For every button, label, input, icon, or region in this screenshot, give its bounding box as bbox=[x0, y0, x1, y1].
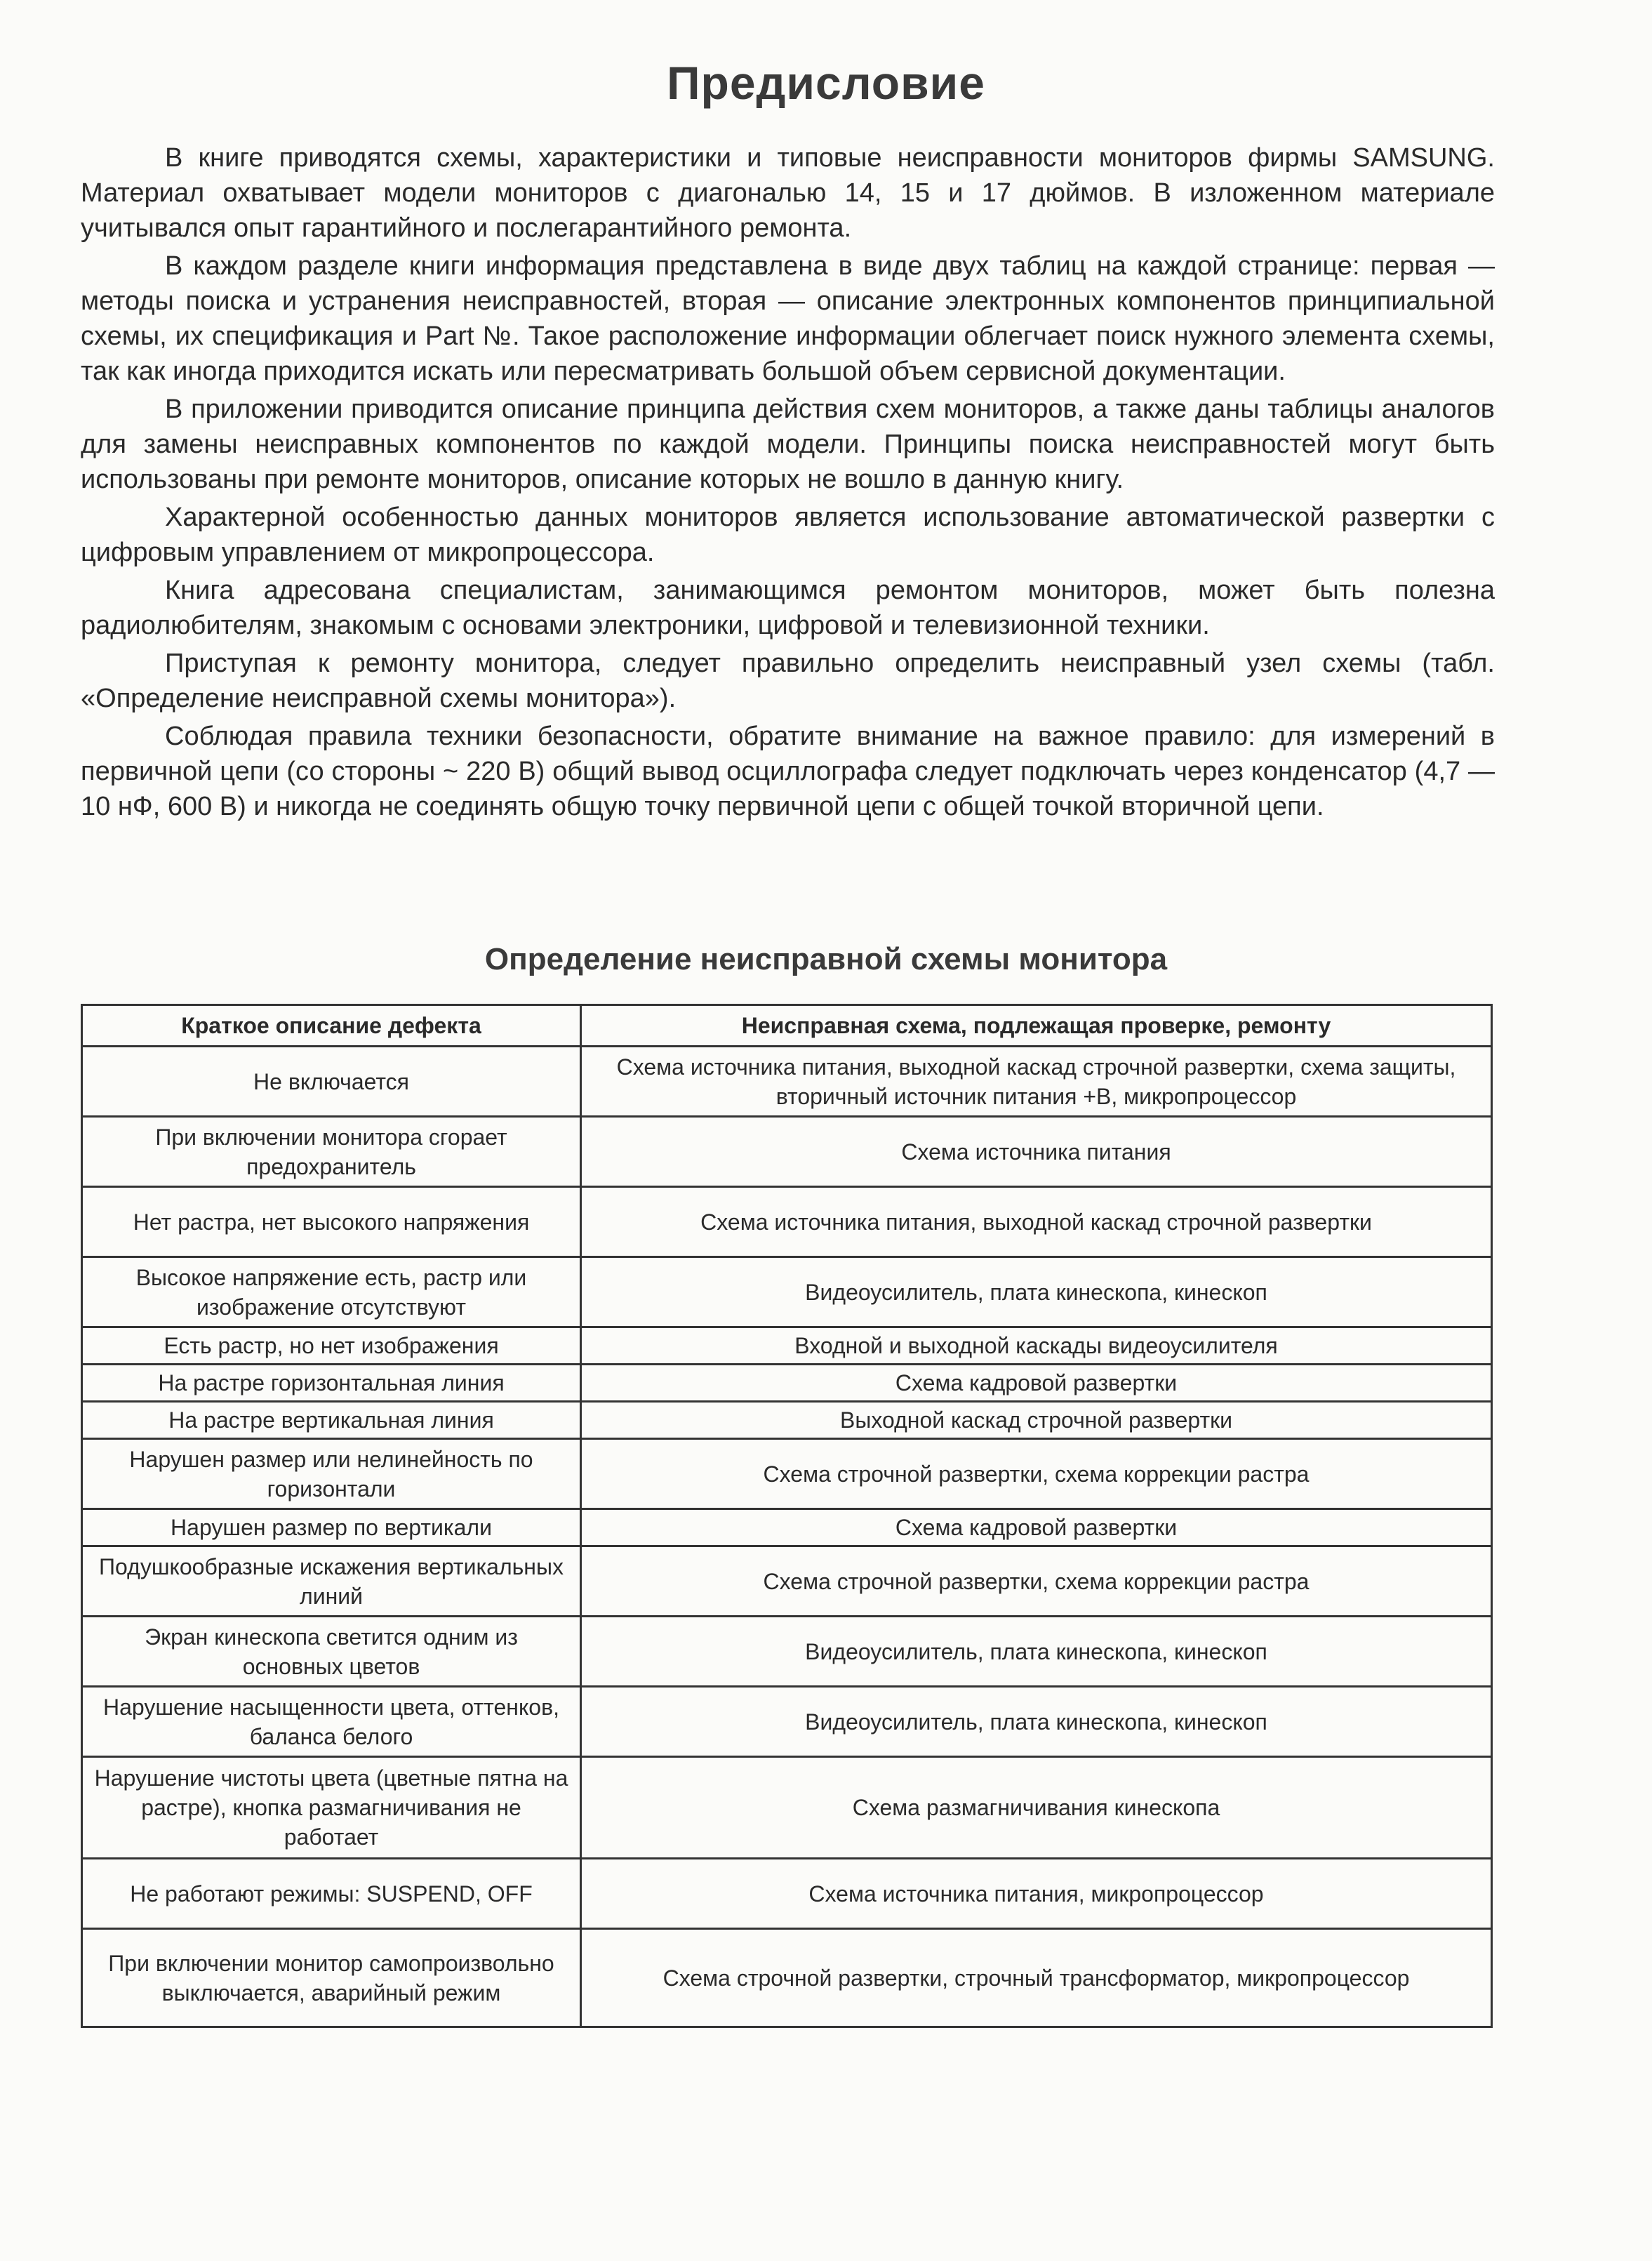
table-row bbox=[82, 1365, 1492, 1402]
defect-description-cell: При включении монитора сгорает предохранитель bbox=[82, 1117, 581, 1187]
table-title: Определение неисправной схемы монитора bbox=[484, 942, 1168, 976]
faulty-circuit-cell: Входной и выходной каскады видеоусилителя bbox=[581, 1327, 1492, 1365]
faulty-circuit-cell: Схема строчной развертки, строчный трансформатор, микропроцессор bbox=[581, 1929, 1492, 2027]
defect-description-cell: Не включается bbox=[82, 1047, 581, 1117]
table-row bbox=[82, 1757, 1492, 1859]
table-row bbox=[82, 1546, 1492, 1617]
header-faulty-circuit: Неисправная схема, подлежащая проверке, ремонту bbox=[581, 1005, 1492, 1047]
faulty-circuit-cell: Схема источника питания, выходной каскад строчной развертки bbox=[581, 1187, 1492, 1257]
defect-description-cell: Нарушен размер или нелинейность по горизонтали bbox=[82, 1439, 581, 1509]
defect-table bbox=[81, 1004, 1493, 2028]
faulty-circuit-cell: Схема источника питания, микропроцессор bbox=[581, 1859, 1492, 1929]
defect-description-cell: Нарушен размер по вертикали bbox=[82, 1509, 581, 1546]
paragraph: Соблюдая правила техники безопасности, обратите внимание на важное правило: для измерений в первичной цепи (со стороны ~ 220 В) общий вывод осциллографа следует подключать через конденсатор (4,7 — 10 нФ, 600 В) и никогда не соединять общую точку первичной цепи с общей точкой вторичной цепи. bbox=[81, 722, 1495, 821]
faulty-circuit-cell: Схема источника питания, выходной каскад строчной развертки, схема защиты, вторичный источник питания +В, микропроцессор bbox=[581, 1047, 1492, 1117]
defect-description-cell: На растре горизонтальная линия bbox=[82, 1365, 581, 1402]
defect-description-cell: Нарушение чистоты цвета (цветные пятна на растре), кнопка размагничивания не работает bbox=[82, 1757, 581, 1859]
faulty-circuit-cell: Схема размагничивания кинескопа bbox=[581, 1757, 1492, 1859]
defect-description-cell: При включении монитор самопроизвольно выключается, аварийный режим bbox=[82, 1929, 581, 2027]
defect-description-cell: Подушкообразные искажения вертикальных линий bbox=[82, 1546, 581, 1617]
table-row bbox=[82, 1859, 1492, 1929]
table-row bbox=[82, 1257, 1492, 1327]
paragraph: Характерной особенностью данных мониторов является использование автоматической развертки с цифровым управлением от микропроцессора. bbox=[81, 503, 1495, 567]
table-header-row bbox=[82, 1005, 1492, 1047]
paragraph: Книга адресована специалистам, занимающимся ремонтом мониторов, может быть полезна радиолюбителям, знакомым с основами электроники, цифровой и телевизионной техники. bbox=[81, 576, 1495, 640]
defect-description-cell: Высокое напряжение есть, растр или изображение отсутствуют bbox=[82, 1257, 581, 1327]
header-defect-description: Краткое описание дефекта bbox=[82, 1005, 581, 1047]
faulty-circuit-cell: Видеоусилитель, плата кинескопа, кинескоп bbox=[581, 1257, 1492, 1327]
table-row bbox=[82, 1047, 1492, 1117]
faulty-circuit-cell: Выходной каскад строчной развертки bbox=[581, 1402, 1492, 1439]
defect-description-cell: Не работают режимы: SUSPEND, OFF bbox=[82, 1859, 581, 1929]
defect-description-cell: На растре вертикальная линия bbox=[82, 1402, 581, 1439]
page-title: Предисловие bbox=[667, 57, 985, 109]
defect-description-cell: Есть растр, но нет изображения bbox=[82, 1327, 581, 1365]
table-row bbox=[82, 1327, 1492, 1365]
paragraph: В каждом разделе книги информация представлена в виде двух таблиц на каждой странице: первая — методы поиска и устранения неисправностей, вторая — описание электронных компонентов принципиальной схемы, их спецификация и Part №. Такое расположение информации облегчает поиск нужного элемента схемы, так как иногда приходится искать или пересматривать большой объем сервисной документации. bbox=[81, 251, 1495, 386]
faulty-circuit-cell: Схема строчной развертки, схема коррекции растра bbox=[581, 1439, 1492, 1509]
paragraph: Приступая к ремонту монитора, следует правильно определить неисправный узел схемы (табл. «Определение неисправной схемы монитора»). bbox=[81, 649, 1495, 713]
table-body bbox=[82, 1047, 1492, 2027]
faulty-circuit-cell: Схема кадровой развертки bbox=[581, 1365, 1492, 1402]
defect-description-cell: Нет растра, нет высокого напряжения bbox=[82, 1187, 581, 1257]
faulty-circuit-cell: Схема кадровой развертки bbox=[581, 1509, 1492, 1546]
faulty-circuit-cell: Схема источника питания bbox=[581, 1117, 1492, 1187]
table-row bbox=[82, 1617, 1492, 1687]
table-row bbox=[82, 1509, 1492, 1546]
defect-description-cell: Нарушение насыщенности цвета, оттенков, баланса белого bbox=[82, 1687, 581, 1757]
faulty-circuit-cell: Видеоусилитель, плата кинескопа, кинескоп bbox=[581, 1617, 1492, 1687]
table-row bbox=[82, 1439, 1492, 1509]
table-row bbox=[82, 1929, 1492, 2027]
faulty-circuit-cell: Видеоусилитель, плата кинескопа, кинескоп bbox=[581, 1687, 1492, 1757]
table-row bbox=[82, 1187, 1492, 1257]
faulty-circuit-cell: Схема строчной развертки, схема коррекции растра bbox=[581, 1546, 1492, 1617]
defect-description-cell: Экран кинескопа светится одним из основных цветов bbox=[82, 1617, 581, 1687]
paragraph: В приложении приводится описание принципа действия схем мониторов, а также даны таблицы аналогов для замены неисправных компонентов по каждой модели. Принципы поиска неисправностей могут быть использованы при ремонте мониторов, описание которых не вошло в данную книгу. bbox=[81, 394, 1495, 494]
table-row bbox=[82, 1402, 1492, 1439]
preface-text bbox=[81, 140, 1495, 827]
table-row bbox=[82, 1687, 1492, 1757]
table-row bbox=[82, 1117, 1492, 1187]
paragraph: В книге приводятся схемы, характеристики и типовые неисправности мониторов фирмы SAMSUNG. Материал охватывает модели мониторов с диагональю 14, 15 и 17 дюймов. В изложенном материале учитывался опыт гарантийного и послегарантийного ремонта. bbox=[81, 143, 1495, 243]
